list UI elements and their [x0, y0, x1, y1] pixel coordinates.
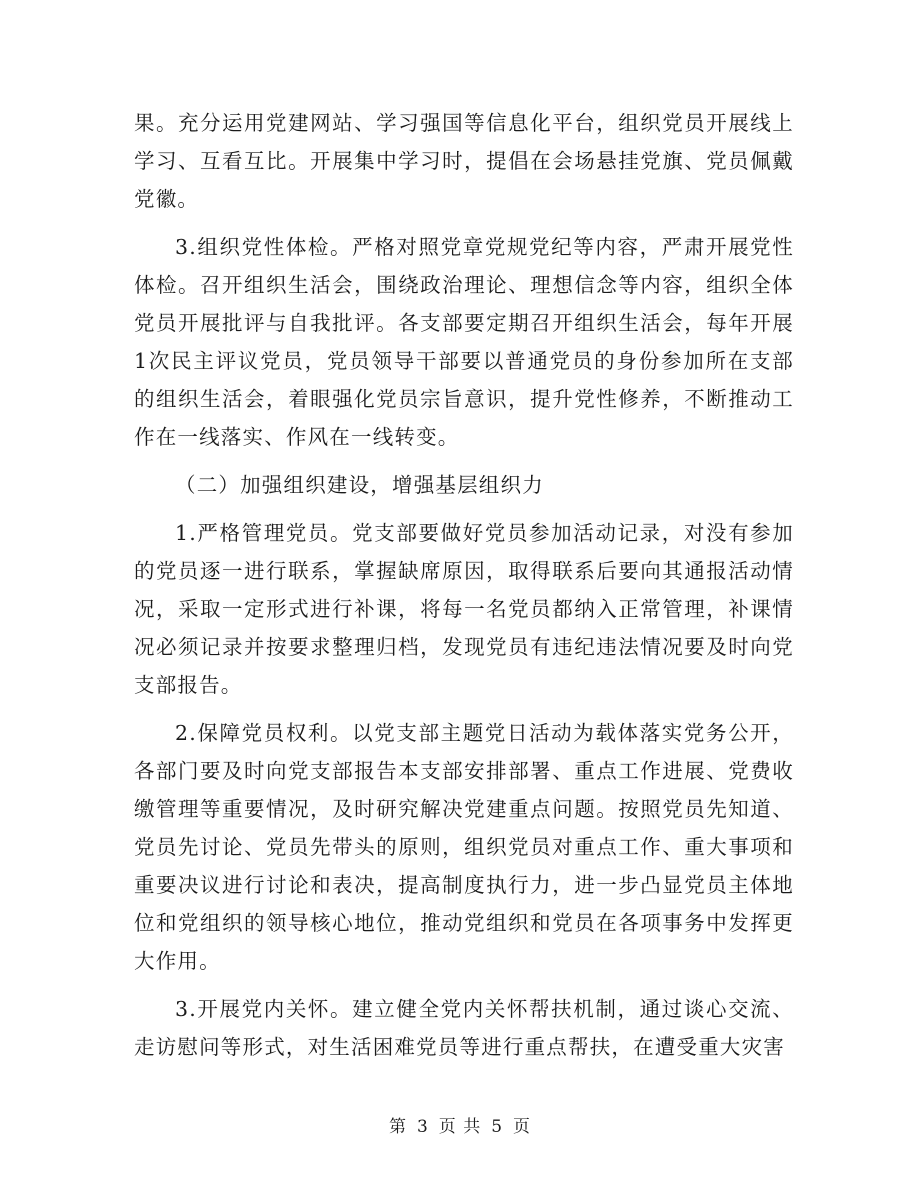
footer-middle: 页 共 — [438, 1117, 482, 1137]
page-footer — [0, 1112, 920, 1137]
footer-total-pages: 5 — [491, 1117, 504, 1137]
footer-prefix: 第 — [388, 1117, 407, 1137]
paragraph-party-spirit-check: 3.组织党性体检。严格对照党章党规党纪等内容，严肃开展党性体检。召开组织生活会，围绕政治理论、理想信念等内容，组织全体党员开展批评与自我批评。各支部要定期召开组织生活会，每年开展1次民主评议党员，党员领导干部要以普通党员的身份参加所在支部的组织生活会，着眼强化党员宗旨意识，提升党性修养，不断推动工作在一线落实、作风在一线转变。 — [134, 235, 794, 449]
paragraph-continuation: 果。充分运用党建网站、学习强国等信息化平台，组织党员开展线上学习、互看互比。开展集中学习时，提倡在会场悬挂党旗、党员佩戴党徽。 — [134, 111, 794, 211]
footer-page-number: 3 — [416, 1117, 429, 1137]
paragraph-member-rights: 2.保障党员权利。以党支部主题党日活动为载体落实党务公开，各部门要及时向党支部报告本支部安排部署、重点工作进展、党费收缴管理等重要情况，及时研究解决党建重点问题。按照党员先知道、党员先讨论、党员先带头的原则，组织党员对重点工作、重大事项和重要决议进行讨论和表决，提高制度执行力，进一步凸显党员主体地位和党组织的领导核心地位，推动党组织和党员在各项事务中发挥更大作用。 — [134, 721, 794, 973]
section-heading: （二）加强组织建设，增强基层组织力 — [175, 473, 544, 497]
paragraph-party-care: 3.开展党内关怀。建立健全党内关怀帮扶机制，通过谈心交流、走访慰问等形式，对生活困难党员等进行重点帮扶，在遭受重大灾害 — [134, 997, 794, 1059]
paragraph-member-management: 1.严格管理党员。党支部要做好党员参加活动记录，对没有参加的党员逐一进行联系，掌握缺席原因，取得联系后要向其通报活动情况，采取一定形式进行补课，将每一名党员都纳入正常管理，补课情况必须记录并按要求整理归档，发现党员有违纪违法情况要及时向党支部报告。 — [134, 521, 794, 697]
footer-suffix: 页 — [513, 1117, 532, 1137]
document-body — [134, 104, 794, 1066]
